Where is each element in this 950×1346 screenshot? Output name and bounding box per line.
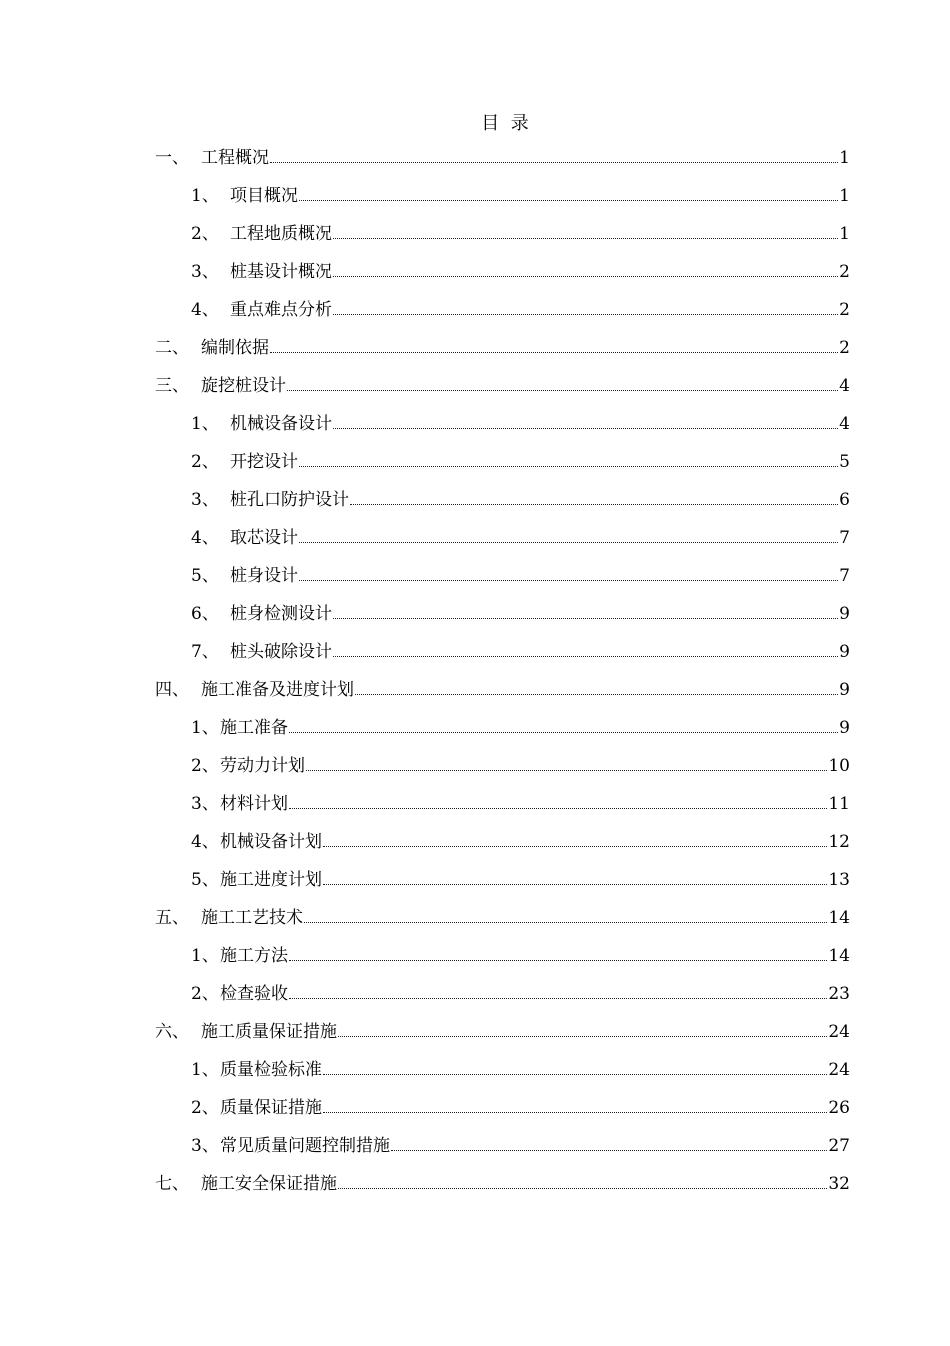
- toc-dot-leader: [306, 770, 827, 771]
- toc-entry[interactable]: [191, 716, 850, 740]
- toc-entry-title: 项目概况: [230, 186, 298, 206]
- toc-dot-leader: [289, 732, 838, 733]
- toc-entry-title: 施工质量保证措施: [201, 1022, 337, 1042]
- toc-entry[interactable]: [191, 1134, 850, 1158]
- toc-entry-title: 施工准备及进度计划: [201, 680, 354, 700]
- toc-entry-number: 5、: [191, 870, 219, 890]
- toc-dot-leader: [338, 1036, 827, 1037]
- toc-entry[interactable]: [155, 146, 850, 170]
- toc-entry-page-number: 14: [828, 908, 850, 928]
- toc-entry-page-number: 13: [828, 870, 850, 890]
- toc-entry[interactable]: [155, 336, 850, 360]
- toc-entry-page-number: 1: [839, 224, 850, 244]
- toc-entry[interactable]: [191, 982, 850, 1006]
- toc-entry[interactable]: [191, 184, 850, 208]
- toc-entry-number: 四、: [155, 680, 189, 700]
- toc-entry-title: 施工进度计划: [220, 870, 322, 890]
- toc-entry-number: 7、: [191, 642, 219, 662]
- toc-entry-page-number: 27: [828, 1136, 850, 1156]
- toc-entry[interactable]: [191, 602, 850, 626]
- toc-entry-number: 2、: [191, 224, 219, 244]
- toc-dot-leader: [299, 466, 838, 467]
- toc-entry-title: 桩头破除设计: [230, 642, 332, 662]
- toc-entry-title: 桩孔口防护设计: [230, 490, 349, 510]
- toc-entry-title: 开挖设计: [230, 452, 298, 472]
- toc-entry-number: 1、: [191, 718, 219, 738]
- toc-entry-number: 3、: [191, 262, 219, 282]
- toc-entry-number: 4、: [191, 528, 219, 548]
- toc-entry-number: 2、: [191, 756, 219, 776]
- toc-dot-leader: [270, 352, 838, 353]
- toc-entry-page-number: 5: [839, 452, 850, 472]
- toc-entry[interactable]: [155, 678, 850, 702]
- toc-dot-leader: [287, 390, 838, 391]
- toc-entry-number: 1、: [191, 186, 219, 206]
- toc-entry-number: 1、: [191, 1060, 219, 1080]
- toc-entry-number: 4、: [191, 300, 219, 320]
- toc-entry-title: 施工安全保证措施: [201, 1174, 337, 1194]
- toc-entry-number: 3、: [191, 1136, 219, 1156]
- toc-entry-page-number: 9: [839, 604, 850, 624]
- toc-entry-title: 劳动力计划: [220, 756, 305, 776]
- toc-entry-title: 施工工艺技术: [201, 908, 303, 928]
- toc-dot-leader: [323, 1112, 827, 1113]
- toc-entry-number: 1、: [191, 414, 219, 434]
- toc-entry[interactable]: [191, 830, 850, 854]
- toc-entry-number: 4、: [191, 832, 219, 852]
- toc-entry-title: 重点难点分析: [230, 300, 332, 320]
- toc-entry-title: 桩基设计概况: [230, 262, 332, 282]
- toc-entry[interactable]: [191, 1096, 850, 1120]
- toc-dot-leader: [270, 162, 838, 163]
- toc-entry-page-number: 7: [839, 528, 850, 548]
- toc-dot-leader: [350, 504, 838, 505]
- toc-entry-number: 3、: [191, 490, 219, 510]
- toc-entry-number: 2、: [191, 452, 219, 472]
- toc-entry-title: 质量检验标准: [220, 1060, 322, 1080]
- toc-entry-title: 取芯设计: [230, 528, 298, 548]
- toc-dot-leader: [323, 884, 827, 885]
- toc-entry-page-number: 6: [839, 490, 850, 510]
- toc-entry-page-number: 4: [839, 414, 850, 434]
- toc-entry-page-number: 9: [839, 718, 850, 738]
- toc-entry[interactable]: [191, 222, 850, 246]
- toc-entry[interactable]: [191, 1058, 850, 1082]
- toc-entry-page-number: 2: [839, 338, 850, 358]
- toc-entry-page-number: 10: [828, 756, 850, 776]
- toc-dot-leader: [338, 1188, 827, 1189]
- toc-dot-leader: [299, 580, 838, 581]
- toc-entry-title: 工程概况: [201, 148, 269, 168]
- toc-entry[interactable]: [155, 374, 850, 398]
- toc-dot-leader: [299, 200, 838, 201]
- toc-entry-title: 桩身设计: [230, 566, 298, 586]
- toc-entry[interactable]: [191, 526, 850, 550]
- toc-dot-leader: [333, 276, 838, 277]
- toc-entry-title: 机械设备设计: [230, 414, 332, 434]
- toc-entry[interactable]: [155, 906, 850, 930]
- toc-entry-number: 2、: [191, 984, 219, 1004]
- toc-entry-number: 5、: [191, 566, 219, 586]
- toc-entry-title: 工程地质概况: [230, 224, 332, 244]
- toc-entry[interactable]: [191, 298, 850, 322]
- toc-entry-number: 二、: [155, 338, 189, 358]
- toc-entry-page-number: 11: [828, 794, 850, 814]
- toc-entry-page-number: 24: [828, 1060, 850, 1080]
- toc-entry-number: 2、: [191, 1098, 219, 1118]
- toc-entry-page-number: 32: [828, 1174, 850, 1194]
- toc-entry-number: 五、: [155, 908, 189, 928]
- toc-entry[interactable]: [191, 564, 850, 588]
- toc-dot-leader: [333, 618, 838, 619]
- toc-entry-page-number: 1: [839, 148, 850, 168]
- toc-entry-page-number: 12: [828, 832, 850, 852]
- toc-entry[interactable]: [191, 488, 850, 512]
- toc-title: 目 录: [481, 113, 529, 134]
- toc-entry-page-number: 24: [828, 1022, 850, 1042]
- toc-entry-number: 三、: [155, 376, 189, 396]
- toc-entry-title: 施工方法: [220, 946, 288, 966]
- toc-entry-page-number: 9: [839, 642, 850, 662]
- toc-entry-number: 1、: [191, 946, 219, 966]
- toc-dot-leader: [333, 314, 838, 315]
- toc-dot-leader: [289, 960, 827, 961]
- toc-entry-number: 6、: [191, 604, 219, 624]
- toc-dot-leader: [289, 998, 827, 999]
- toc-dot-leader: [289, 808, 827, 809]
- toc-entry-number: 3、: [191, 794, 219, 814]
- toc-entry[interactable]: [191, 450, 850, 474]
- toc-entry-page-number: 9: [839, 680, 850, 700]
- toc-dot-leader: [299, 542, 838, 543]
- toc-dot-leader: [323, 846, 827, 847]
- toc-entry-number: 一、: [155, 148, 189, 168]
- toc-dot-leader: [355, 694, 838, 695]
- toc-entry[interactable]: [191, 260, 850, 284]
- toc-entry-page-number: 2: [839, 300, 850, 320]
- toc-entry-title: 桩身检测设计: [230, 604, 332, 624]
- toc-entry[interactable]: [191, 868, 850, 892]
- toc-entry[interactable]: [155, 1020, 850, 1044]
- toc-entry[interactable]: [191, 792, 850, 816]
- toc-entry[interactable]: [191, 640, 850, 664]
- toc-entry-title: 编制依据: [201, 338, 269, 358]
- toc-entry-title: 旋挖桩设计: [201, 376, 286, 396]
- toc-entry[interactable]: [155, 1172, 850, 1196]
- toc-entry-page-number: 1: [839, 186, 850, 206]
- toc-entry-page-number: 23: [828, 984, 850, 1004]
- toc-entry-page-number: 4: [839, 376, 850, 396]
- toc-entry-title: 质量保证措施: [220, 1098, 322, 1118]
- toc-dot-leader: [323, 1074, 827, 1075]
- toc-entry-title: 机械设备计划: [220, 832, 322, 852]
- toc-entry-page-number: 2: [839, 262, 850, 282]
- toc-dot-leader: [391, 1150, 827, 1151]
- toc-entry-title: 常见质量问题控制措施: [220, 1136, 390, 1156]
- toc-entry[interactable]: [191, 754, 850, 778]
- toc-dot-leader: [304, 922, 827, 923]
- toc-dot-leader: [333, 428, 838, 429]
- toc-entry-number: 六、: [155, 1022, 189, 1042]
- toc-entry-title: 材料计划: [220, 794, 288, 814]
- toc-entry-number: 七、: [155, 1174, 189, 1194]
- toc-entry[interactable]: [191, 944, 850, 968]
- toc-entry-title: 检查验收: [220, 984, 288, 1004]
- toc-entry[interactable]: [191, 412, 850, 436]
- toc-dot-leader: [333, 656, 838, 657]
- toc-entry-page-number: 26: [828, 1098, 850, 1118]
- toc-entry-page-number: 14: [828, 946, 850, 966]
- toc-entry-title: 施工准备: [220, 718, 288, 738]
- toc-entry-page-number: 7: [839, 566, 850, 586]
- toc-dot-leader: [333, 238, 838, 239]
